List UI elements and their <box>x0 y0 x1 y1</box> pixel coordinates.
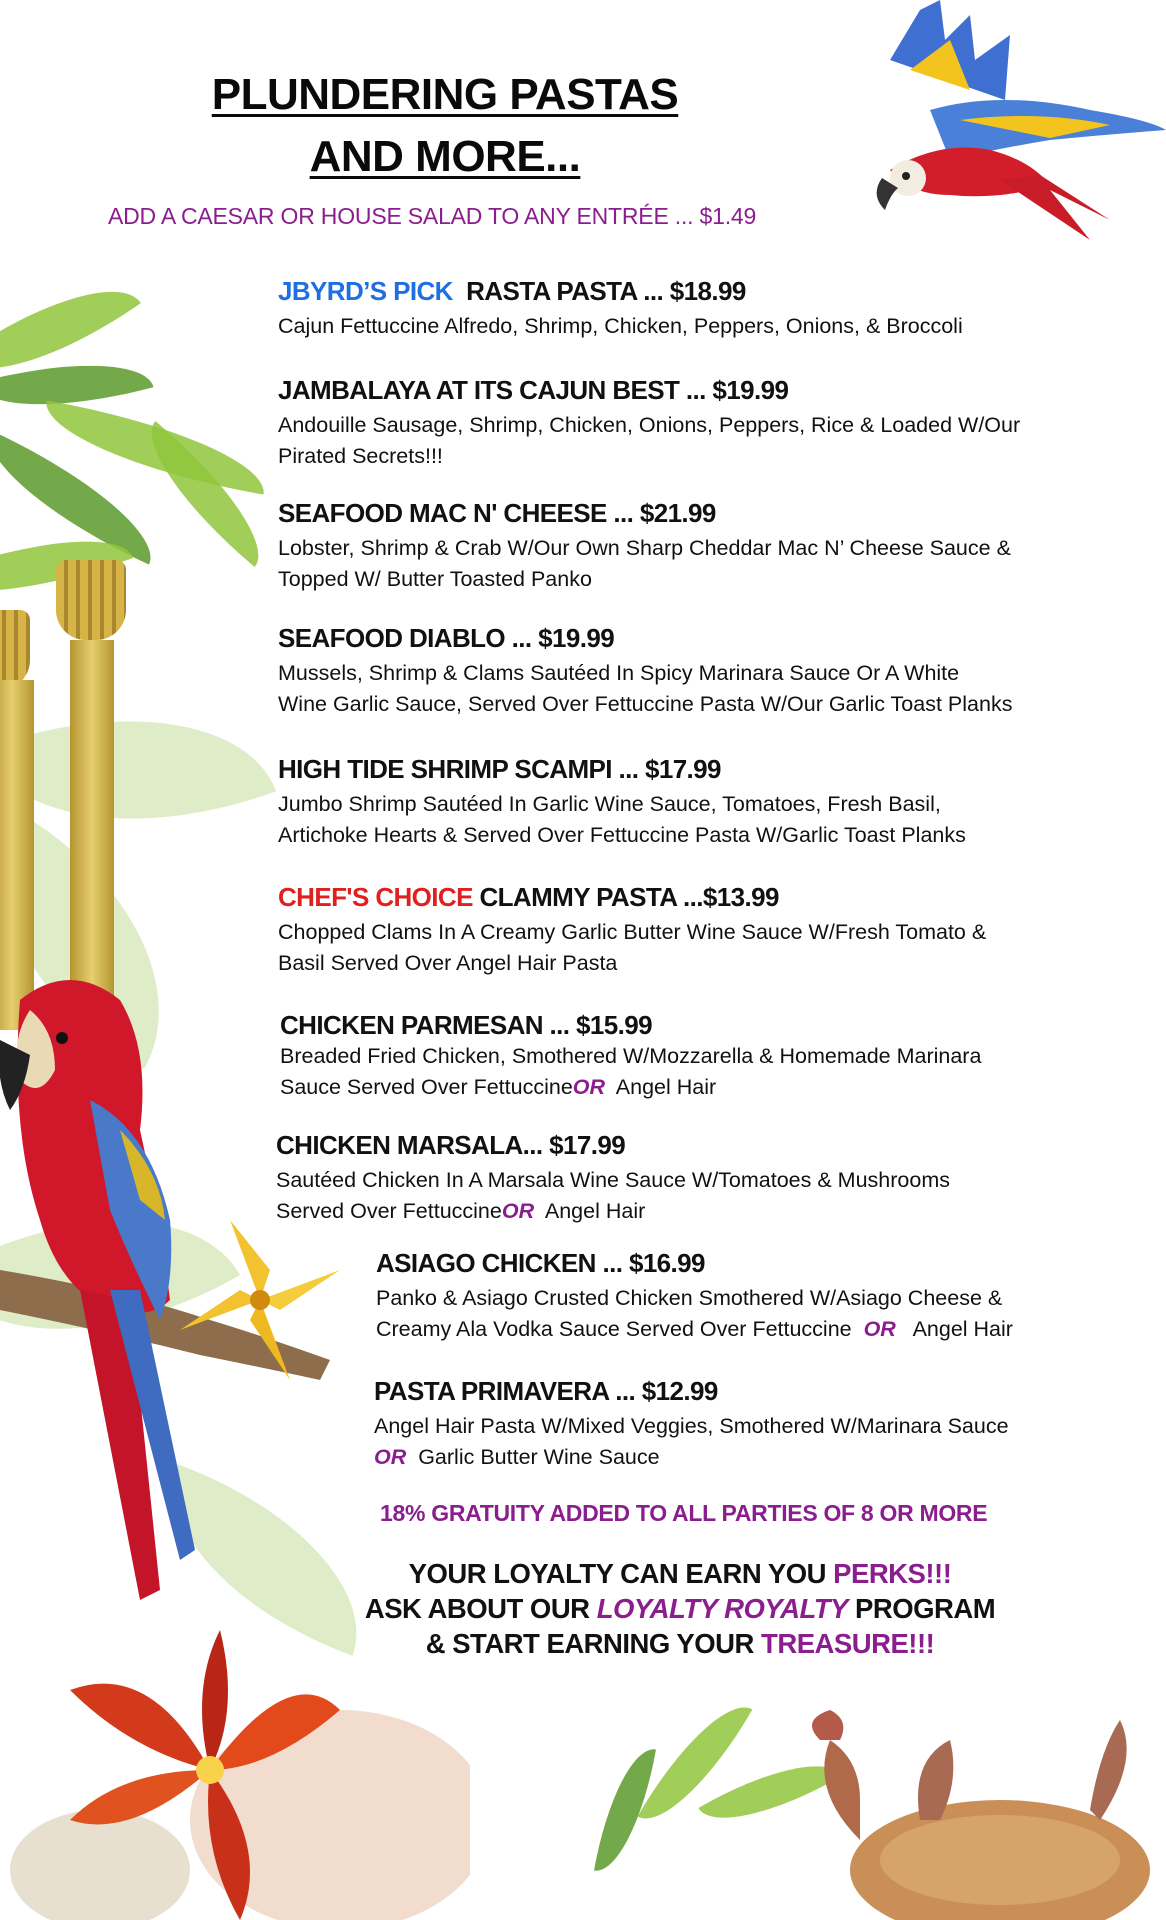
loyalty-line1: YOUR LOYALTY CAN EARN YOU PERKS!!! <box>408 1558 952 1589</box>
item-description: Jumbo Shrimp Sautéed In Garlic Wine Sauce, Tomatoes, Fresh Basil, Artichoke Hearts & Served Over Fettuccine Pasta W/Garlic Toast Planks <box>278 792 966 847</box>
menu-item-chicken-parmesan <box>280 1010 981 1103</box>
item-description: Cajun Fettuccine Alfredo, Shrimp, Chicken, Peppers, Onions, & Broccoli <box>278 314 963 338</box>
item-description: Andouille Sausage, Shrimp, Chicken, Onions, Peppers, Rice & Loaded W/Our Pirated Secrets!!! <box>278 413 1021 468</box>
item-description: Mussels, Shrimp & Clams Sautéed In Spicy Marinara Sauce Or A White Wine Garlic Sauce, Served Over Fettuccine Pasta W/Our Garlic Toast Planks <box>278 661 1013 716</box>
item-name: JAMBALAYA AT ITS CAJUN BEST ... $19.99 <box>278 375 789 405</box>
loyalty-line2: ASK ABOUT OUR LOYALTY ROYALTY PROGRAM <box>364 1593 996 1624</box>
salad-note: ADD A CAESAR OR HOUSE SALAD TO ANY ENTRÉE ... $1.49 <box>108 203 757 229</box>
menu-item-asiago-chicken <box>376 1248 1013 1345</box>
menu-item-seafood-mac <box>278 498 1011 595</box>
item-name: CHICKEN PARMESAN ... $15.99 <box>280 1010 652 1040</box>
item-name: PASTA PRIMAVERA ... $12.99 <box>374 1376 718 1406</box>
item-name: CLAMMY PASTA ...$13.99 <box>479 882 779 912</box>
menu-item-pasta-primavera <box>374 1376 1009 1473</box>
item-name: SEAFOOD DIABLO ... $19.99 <box>278 623 615 653</box>
item-description: Panko & Asiago Crusted Chicken Smothered W/Asiago Cheese & Creamy Ala Vodka Sauce Served Over Fettuccine OR Angel Hair <box>376 1286 1013 1341</box>
item-name: ASIAGO CHICKEN ... $16.99 <box>376 1248 705 1278</box>
loyalty-line3: & START EARNING YOUR TREASURE!!! <box>425 1628 935 1659</box>
page-title-line2: AND MORE... <box>309 132 581 181</box>
menu-item-chicken-marsala <box>276 1130 950 1227</box>
item-name: SEAFOOD MAC N' CHEESE ... $21.99 <box>278 498 716 528</box>
or-label: OR <box>863 1317 896 1341</box>
chefs-choice-tag: CHEF'S CHOICE <box>278 882 473 912</box>
or-label: OR <box>374 1445 407 1469</box>
menu-item-jambalaya <box>278 375 1020 472</box>
page-title-line1: PLUNDERING PASTAS <box>211 70 679 119</box>
crab-icon <box>800 1700 1166 1920</box>
item-description: Angel Hair Pasta W/Mixed Veggies, Smothered W/Marinara Sauce OR Garlic Butter Wine Sauce <box>374 1414 1009 1469</box>
item-description: Lobster, Shrimp & Crab W/Our Own Sharp Cheddar Mac N’ Cheese Sauce & Topped W/ Butter Toasted Panko <box>278 536 1011 591</box>
menu-item-clammy-pasta <box>278 882 986 979</box>
jbyrds-pick-tag: JBYRD’S PICK <box>278 276 453 306</box>
menu-item-shrimp-scampi <box>278 754 966 851</box>
parrot-flying-icon <box>850 0 1166 260</box>
flower-icon <box>170 1210 350 1390</box>
item-description: Chopped Clams In A Creamy Garlic Butter Wine Sauce W/Fresh Tomato & Basil Served Over Angel Hair Pasta <box>278 920 987 975</box>
menu-item-rasta-pasta <box>278 276 963 342</box>
item-description: Sautéed Chicken In A Marsala Wine Sauce W/Tomatoes & Mushrooms Served Over FettuccineOR Angel Hair <box>276 1168 950 1223</box>
or-label: OR <box>501 1199 535 1223</box>
menu-item-seafood-diablo <box>278 623 1012 720</box>
or-label: OR <box>572 1075 606 1099</box>
item-name: RASTA PASTA ... $18.99 <box>466 276 746 306</box>
item-description: Breaded Fried Chicken, Smothered W/Mozzarella & Homemade Marinara Sauce Served Over FettuccineOR Angel Hair <box>280 1044 982 1099</box>
item-name: CHICKEN MARSALA... $17.99 <box>276 1130 626 1160</box>
gratuity-note: 18% GRATUITY ADDED TO ALL PARTIES OF 8 OR MORE <box>380 1500 988 1526</box>
item-name: HIGH TIDE SHRIMP SCAMPI ... $17.99 <box>278 754 721 784</box>
